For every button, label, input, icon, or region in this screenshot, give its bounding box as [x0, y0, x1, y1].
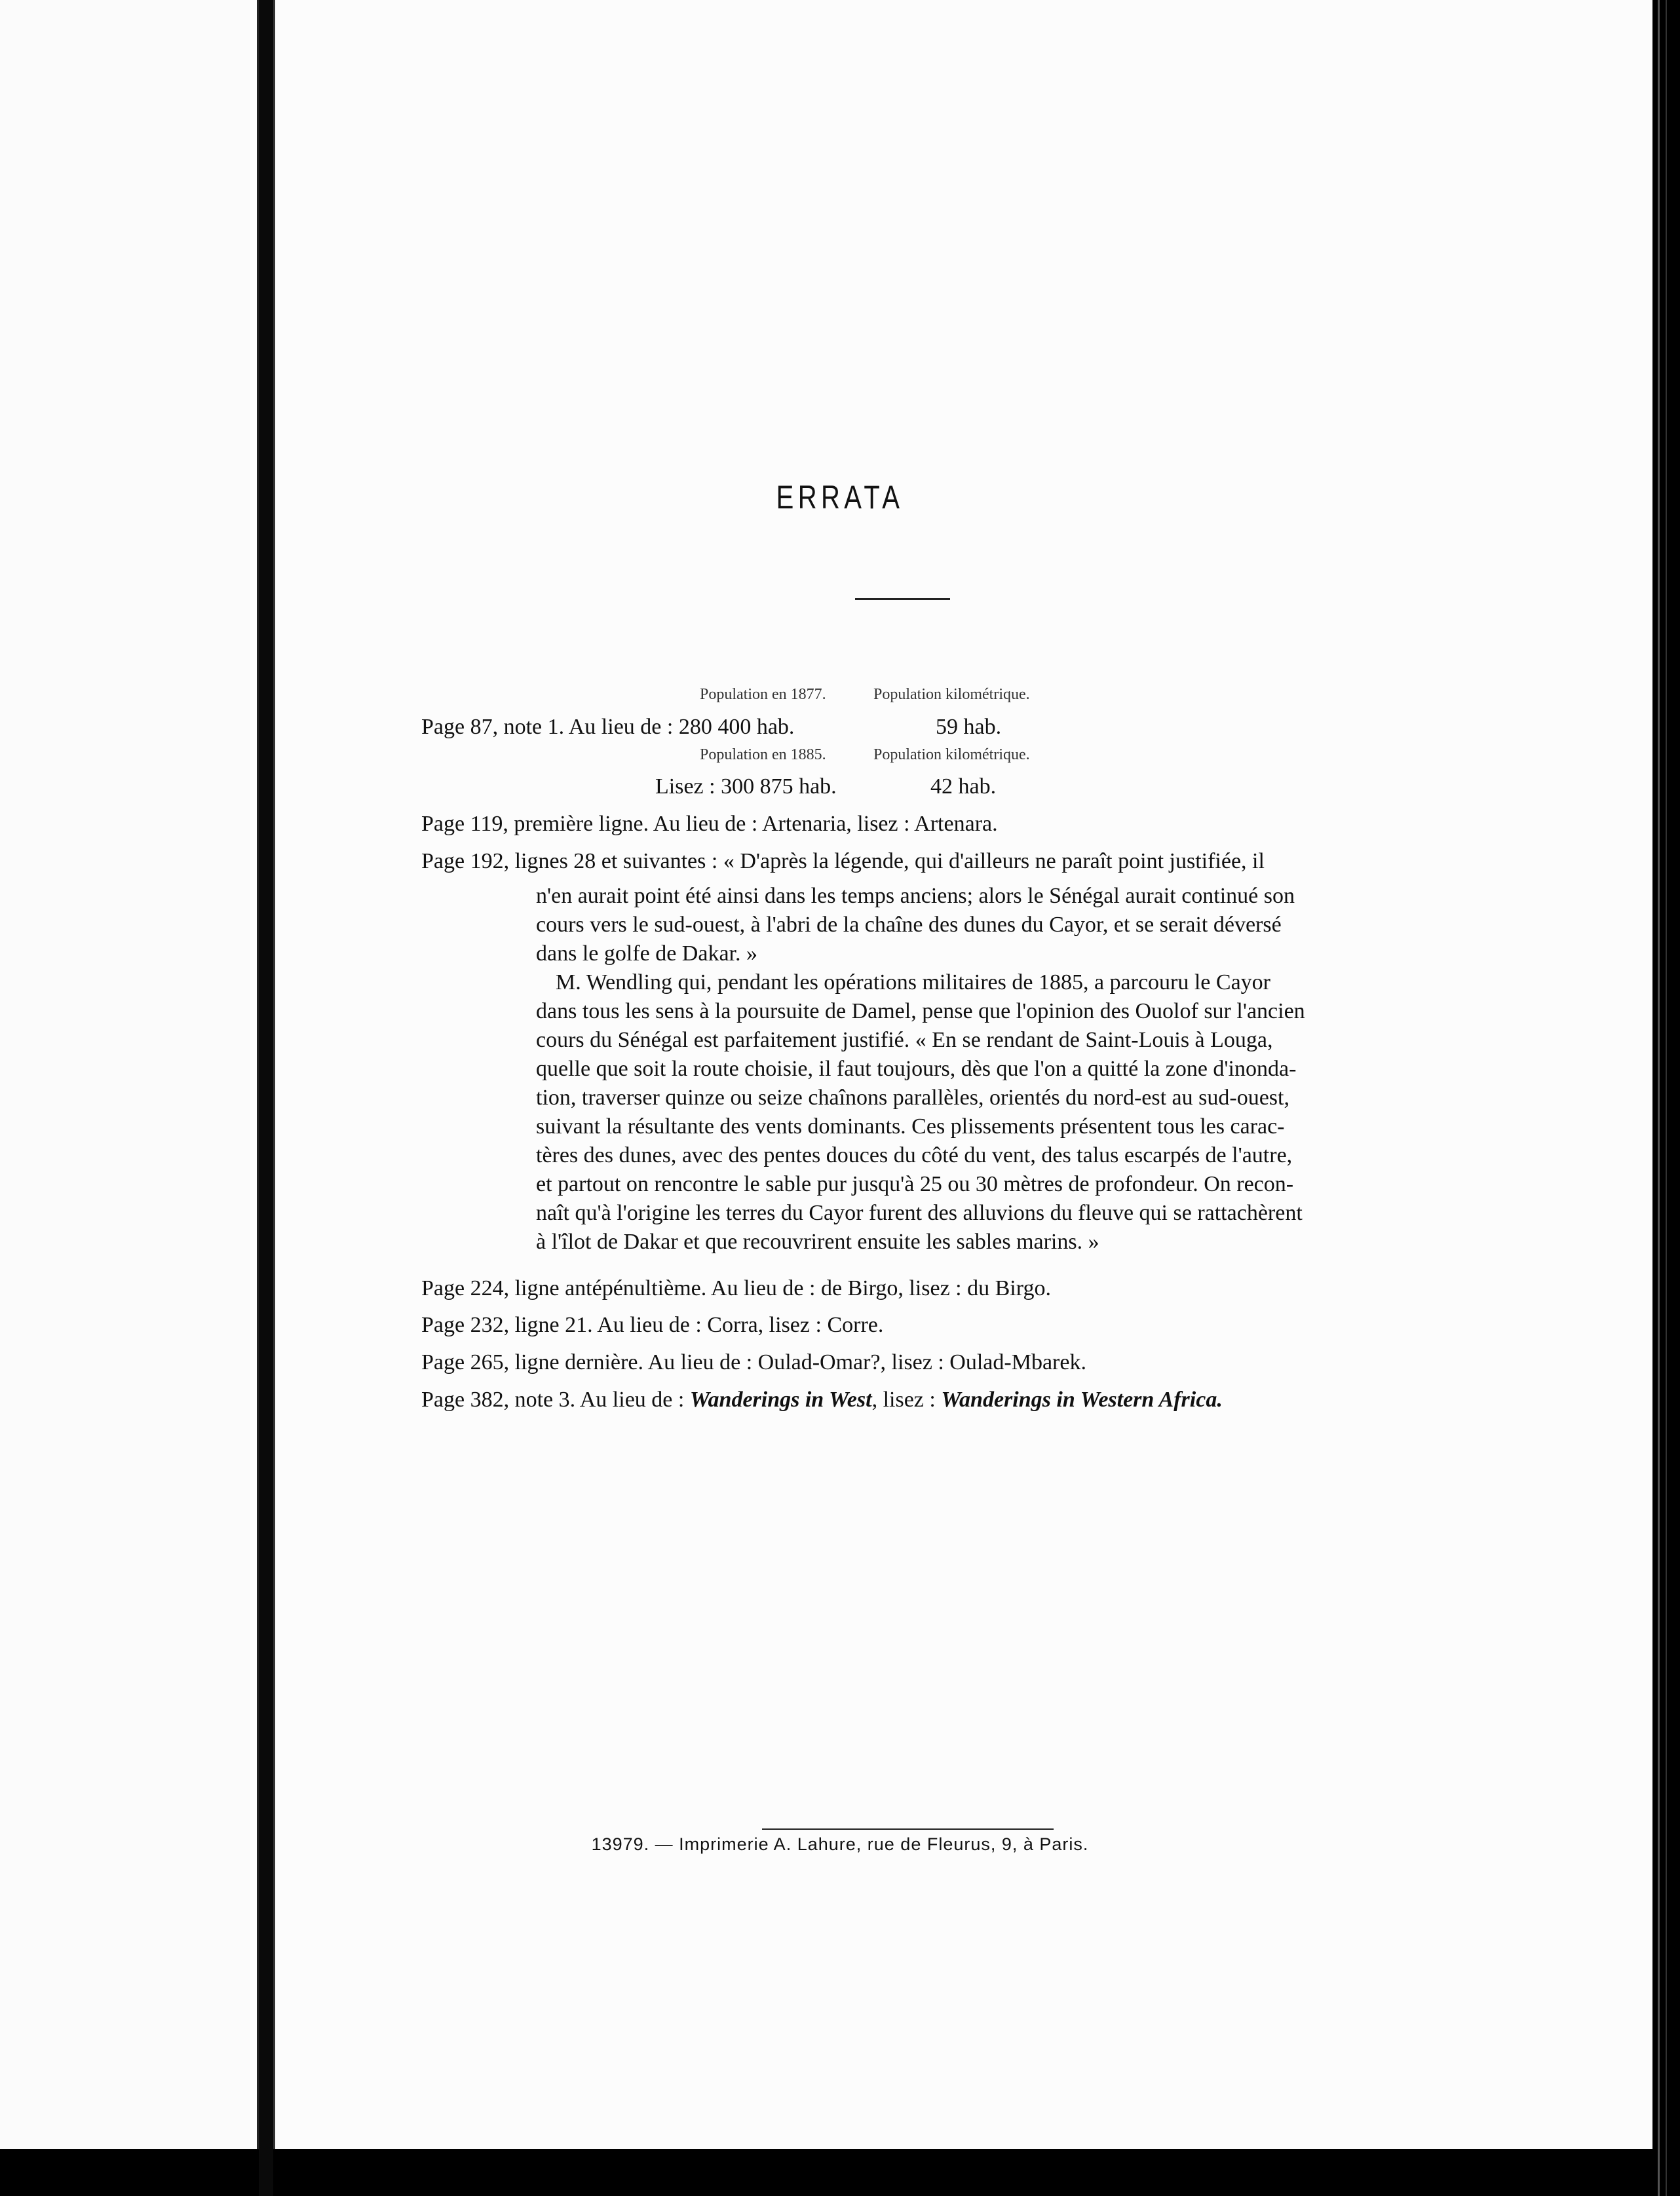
entry-87-km: 59 hab.: [936, 715, 1002, 739]
edge-line: [1658, 0, 1660, 2196]
title-rule: [855, 598, 950, 600]
entry-192-line: n'en aurait point été ainsi dans les temps anciens; alors le Sénégal aurait continué son: [536, 884, 1295, 908]
footer-rule: [762, 1828, 1054, 1830]
entry-232: Page 232, ligne 21. Au lieu de : Corra, lisez : Corre.: [421, 1313, 884, 1337]
entry-192-body: [536, 882, 1398, 1257]
right-edge: [1652, 0, 1680, 2196]
entry-192-line: à l'îlot de Dakar et que recouvrirent ensuite les sables marins. »: [536, 1230, 1099, 1254]
entry-382-wrong-title: Wanderings in West: [689, 1388, 872, 1412]
left-page: [0, 0, 259, 2149]
entry-87-lisez: Lisez : 300 875 hab.: [655, 774, 837, 799]
entry-192-lead: Page 192, lignes 28 et suivantes : « D'après la légende, qui d'ailleurs ne paraît point justifiée, il: [421, 849, 1265, 873]
col-head-1885-population: Population en 1885.: [700, 746, 826, 763]
col-head-1877-km: Population kilométrique.: [873, 686, 1030, 703]
entry-192-line: et partout on rencontre le sable pur jusqu'à 25 ou 30 mètres de profondeur. On recon-: [536, 1172, 1294, 1196]
entry-382-prefix: Page 382, note 3. Au lieu de :: [421, 1388, 685, 1412]
entry-192-line: cours du Sénégal est parfaitement justifié. « En se rendant de Saint-Louis à Louga,: [536, 1028, 1273, 1052]
entry-265: Page 265, ligne dernière. Au lieu de : Oulad-Omar?, lisez : Oulad-Mbarek.: [421, 1350, 1086, 1374]
entry-192-line: quelle que soit la route choisie, il faut toujours, dès que l'on a quitté la zone d'inonda-: [536, 1057, 1297, 1081]
entry-87-lisez-km: 42 hab.: [930, 774, 997, 799]
entry-382: [421, 1384, 1223, 1416]
entry-382-mid: , lisez :: [871, 1388, 936, 1412]
entry-192-line: cours vers le sud-ouest, à l'abri de la chaîne des dunes du Cayor, et se serait déversé: [536, 913, 1282, 937]
entry-87-line: Page 87, note 1. Au lieu de : 280 400 hab.: [421, 715, 795, 739]
entry-192-line: dans le golfe de Dakar. »: [536, 941, 757, 966]
entry-192-line: tères des dunes, avec des pentes douces du côté du vent, des talus escarpés de l'autre,: [536, 1143, 1293, 1167]
entry-192-line: dans tous les sens à la poursuite de Damel, pense que l'opinion des Ouolof sur l'ancien: [536, 999, 1305, 1023]
entry-224: Page 224, ligne antépénultième. Au lieu de : de Birgo, lisez : du Birgo.: [421, 1276, 1051, 1300]
page-title: ERRATA: [776, 479, 904, 516]
printer-imprint: 13979. — Imprimerie A. Lahure, rue de Fleurus, 9, à Paris.: [591, 1834, 1089, 1854]
entry-192-line: tion, traverser quinze ou seize chaînons parallèles, orientés du nord-est au sud-ouest,: [536, 1086, 1289, 1110]
col-head-1877-population: Population en 1877.: [700, 686, 826, 703]
entry-192-line: naît qu'à l'origine les terres du Cayor furent des alluvions du fleuve qui se rattachèrent: [536, 1201, 1303, 1225]
entry-119: Page 119, première ligne. Au lieu de : Artenaria, lisez : Artenara.: [421, 812, 998, 836]
entry-192-line: suivant la résultante des vents dominants. Ces plissements présentent tous les carac-: [536, 1114, 1285, 1139]
col-head-1885-km: Population kilométrique.: [873, 746, 1030, 763]
entry-192-line: M. Wendling qui, pendant les opérations militaires de 1885, a parcouru le Cayor: [556, 970, 1270, 994]
entry-382-correct-title: Wanderings in Western Africa.: [941, 1388, 1223, 1412]
edge-line: [1666, 0, 1667, 2196]
page-gutter: [259, 0, 273, 2196]
